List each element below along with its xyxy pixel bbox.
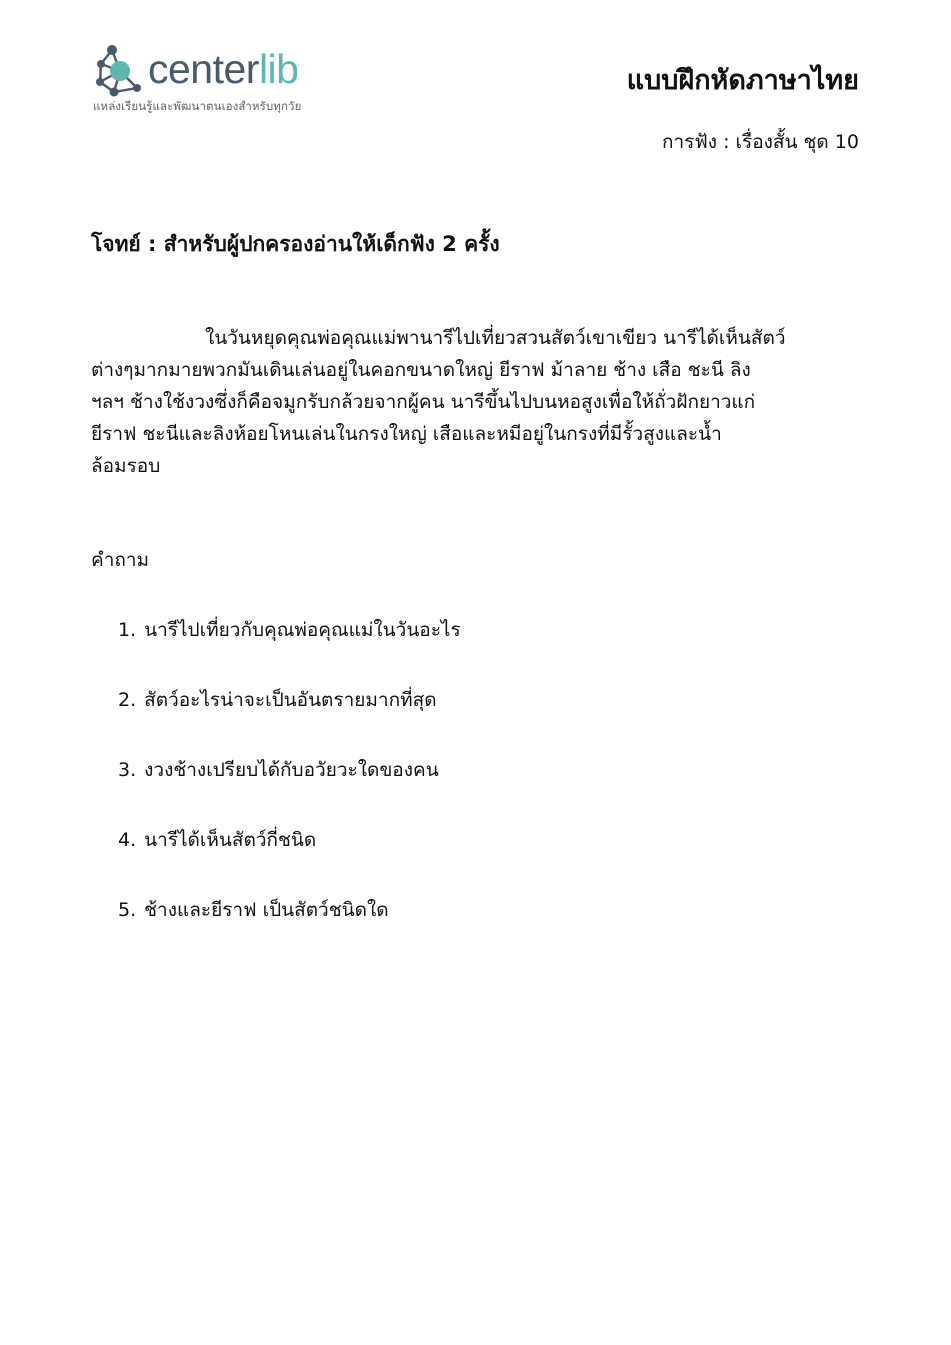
passage-line: ฯลฯ ช้างใช้งวงซึ่งก็คือจมูกรับกล้วยจากผู้คน นารีขึ้นไปบนหอสูงเพื่อให้ถั่วฝักยาวแก่ <box>91 391 756 413</box>
instruction-heading: โจทย์ : สำหรับผู้ปกครองอ่านให้เด็กฟัง 2 ครั้ง <box>91 232 500 256</box>
question-text: นารีไปเที่ยวกับคุณพ่อคุณแม่ในวันอะไร <box>144 619 461 641</box>
logo-wordmark-main: center <box>148 46 259 92</box>
question-item <box>118 685 437 715</box>
question-item <box>118 895 389 925</box>
document-subtitle: การฟัง : เรื่องสั้น ชุด 10 <box>661 131 859 153</box>
question-text: นารีได้เห็นสัตว์กี่ชนิด <box>144 829 317 851</box>
story-passage <box>91 322 861 482</box>
question-item <box>118 755 439 785</box>
question-number: 4. <box>118 829 137 851</box>
passage-line: ล้อมรอบ <box>91 455 161 477</box>
passage-line: ต่างๆมากมายพวกมันเดินเล่นอยู่ในคอกขนาดใหญ่ ยีราฟ ม้าลาย ช้าง เสือ ชะนี ลิง <box>91 359 751 381</box>
logo-tagline: แหล่งเรียนรู้และพัฒนาตนเองสำหรับทุกวัย <box>93 99 302 113</box>
logo-wordmark-accent: lib <box>258 46 299 92</box>
question-number: 3. <box>118 759 137 781</box>
question-number: 1. <box>118 619 137 641</box>
question-item <box>118 615 461 645</box>
molecule-logo-icon <box>92 42 148 98</box>
question-number: 2. <box>118 689 137 711</box>
question-text: ช้างและยีราฟ เป็นสัตว์ชนิดใด <box>144 899 389 921</box>
question-item <box>118 825 316 855</box>
questions-heading: คำถาม <box>91 549 150 571</box>
question-text: งวงช้างเปรียบได้กับอวัยวะใดของคน <box>144 759 439 781</box>
centerlib-logo[interactable] <box>92 40 342 115</box>
document-title: แบบฝึกหัดภาษาไทย <box>626 65 859 96</box>
passage-line: ยีราฟ ชะนีและลิงห้อยโหนเล่นในกรงใหญ่ เสือและหมีอยู่ในกรงที่มีรั้วสูงและน้ำ <box>91 423 722 445</box>
passage-line: ในวันหยุดคุณพ่อคุณแม่พานารีไปเที่ยวสวนสัตว์เขาเขียว นารีได้เห็นสัตว์ <box>205 327 786 349</box>
question-text: สัตว์อะไรน่าจะเป็นอันตรายมากที่สุด <box>144 689 437 711</box>
question-number: 5. <box>118 899 137 921</box>
logo-wordmark <box>148 44 298 94</box>
